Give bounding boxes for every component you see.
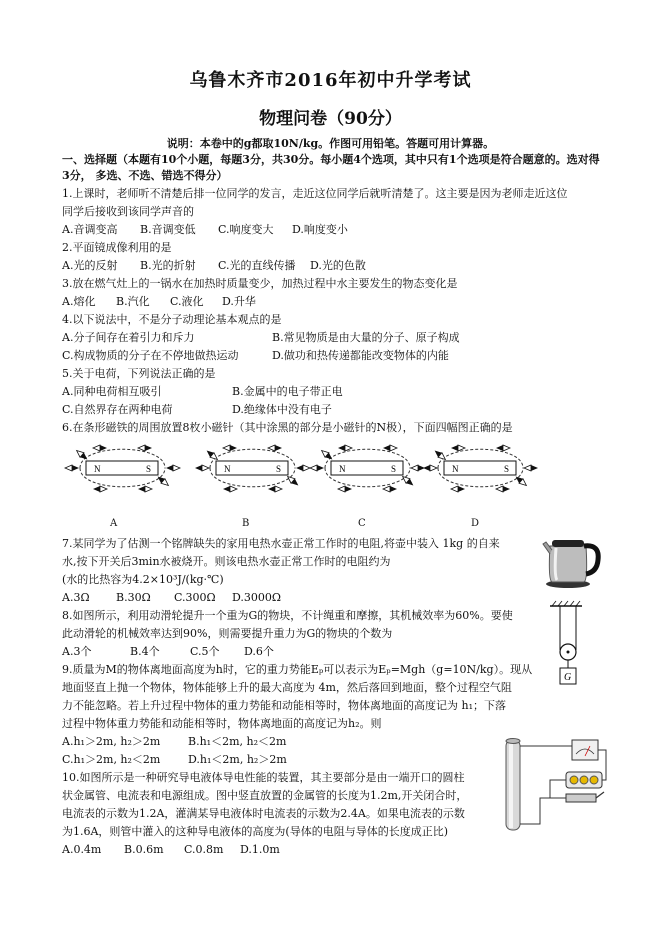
kettle-image: [542, 528, 604, 590]
q9-option-a: A.h₁＞2m, h₂＞2m: [62, 735, 161, 748]
q9-text-cont2: 力不能忽略。若上升过程中物体的重力势能和动能相等时，物体离地面的高度记为 h₁；下落: [62, 699, 506, 712]
q1-text: 1.上课时，老师听不清楚后排一位同学的发言，走近这位同学后就听清楚了。这主要是因为老师走近这位: [62, 187, 568, 200]
magnet-c-s: S: [391, 464, 397, 474]
q6-label-a: A: [110, 518, 118, 529]
q3-option-d: D.升华: [222, 295, 256, 308]
q10-text-cont: 状金属管、电流表和电源组成。图中竖直放置的金属管的长度为1.2m,开关闭合时，: [62, 789, 468, 802]
q8-option-a: A.3个: [62, 645, 92, 658]
magnet-b-s: S: [276, 464, 282, 474]
q7-option-a: A.3Ω: [62, 591, 90, 604]
q5-option-b: B.金属中的电子带正电: [232, 385, 343, 398]
magnet-c-n: N: [339, 464, 346, 474]
q2-option-b: B.光的折射: [140, 259, 196, 272]
q10-option-a: A.0.4m: [62, 843, 102, 856]
q10-option-b: B.0.6m: [124, 843, 164, 856]
q8-option-c: C.5个: [190, 645, 220, 658]
magnet-diagrams-figure: [60, 433, 560, 515]
q7-text-cont2: (水的比热容为4.2×10³J/(kg·℃): [62, 573, 224, 586]
q9-text: 9.质量为M的物体离地面高度为h时，它的重力势能Eₚ可以表示为Eₚ=Mgh（g=10N/kg）。现从: [62, 663, 533, 676]
magnet-diagram-d: [423, 445, 538, 492]
magnet-d-s: S: [504, 464, 510, 474]
q9-text-cont: 地面竖直上抛一个物体，物体能够上升的最大高度为 4m，然后落回到地面，整个过程空气阻: [62, 681, 512, 694]
magnet-diagram-b: [195, 445, 310, 492]
pulley-figure: [550, 600, 586, 690]
q10-text-cont2: 电流表的示数为1.2A，灌满某导电液体时电流表的示数为2.4A。如果电流表的示数: [62, 807, 465, 820]
magnet-diagram-a: [65, 445, 180, 492]
conductive-liquid-apparatus-figure: [500, 734, 610, 834]
q2-option-d: D.光的色散: [310, 259, 366, 272]
q7-text-cont: 水,按下开关后3min水被烧开。则该电热水壶正常工作时的电阻约为: [62, 555, 391, 568]
q6-label-b: B: [242, 518, 250, 529]
q1-option-c: C.响度变大: [218, 223, 274, 236]
q4-text: 4.以下说法中，不是分子动理论基本观点的是: [62, 313, 282, 326]
q9-option-d: D.h₁＜2m, h₂＞2m: [188, 753, 287, 766]
q1-option-b: B.音调变低: [140, 223, 196, 236]
q5-option-a: A.同种电荷相互吸引: [62, 385, 162, 398]
q8-option-b: B.4个: [130, 645, 160, 658]
q10-text: 10.如图所示是一种研究导电液体导电性能的装置，其主要部分是由一端开口的圆柱: [62, 771, 465, 784]
q5-text: 5.关于电荷，下列说法正确的是: [62, 367, 216, 380]
exam-subtitle: 物理问卷（90分）: [259, 109, 402, 129]
q1-option-a: A.音调变高: [62, 223, 118, 236]
q4-option-d: D.做功和热传递都能改变物体的内能: [272, 349, 449, 362]
magnet-a-n: N: [94, 464, 101, 474]
magnet-b-n: N: [224, 464, 231, 474]
q8-text-cont: 此动滑轮的机械效率达到90%，则需要提升重力为G的物块的个数为: [62, 627, 393, 640]
exam-note: 说明：本卷中的g都取10N/kg。作图可用铅笔。答题可用计算器。: [166, 137, 495, 150]
q9-option-c: C.h₁＞2m, h₂＜2m: [62, 753, 161, 766]
q5-option-c: C.自然界存在两种电荷: [62, 403, 173, 416]
q9-option-b: B.h₁＜2m, h₂＜2m: [188, 735, 287, 748]
q3-option-a: A.熔化: [62, 295, 96, 308]
magnet-d-n: N: [452, 464, 459, 474]
q10-option-c: C.0.8m: [184, 843, 224, 856]
q2-text: 2.平面镜成像利用的是: [62, 241, 172, 254]
q7-text: 7.某同学为了估测一个铭牌缺失的家用电热水壶正常工作时的电阻,将壶中装入 1kg 的自来: [62, 537, 500, 550]
q9-text-cont3: 过程中物体重力势能和动能相等时，物体离地面的高度记为h₂。则: [62, 717, 382, 730]
q6-label-c: C: [358, 518, 366, 529]
q1-text-cont: 同学后接收到该同学声音的: [62, 205, 194, 218]
q3-text: 3.放在燃气灶上的一锅水在加热时质量变少，加热过程中水主要发生的物态变化是: [62, 277, 458, 290]
q6-text: 6.在条形磁铁的周围放置8枚小磁针（其中涂黑的部分是小磁针的N极），下面四幅图正确的是: [62, 421, 513, 434]
magnet-diagram-c: [310, 445, 425, 492]
section1-heading: 一、选择题（本题有10个小题，每题3分，共30分。每小题4个选项，其中只有1个选项是符合题意的。选对得3分， 多选、不选、错选不得分）: [62, 153, 600, 182]
magnet-a-s: S: [146, 464, 152, 474]
q7-option-b: B.30Ω: [116, 591, 151, 604]
q4-option-b: B.常见物质是由大量的分子、原子构成: [272, 331, 460, 344]
q4-option-c: C.构成物质的分子在不停地做热运动: [62, 349, 239, 362]
q3-option-c: C.液化: [170, 295, 204, 308]
exam-title: 乌鲁木齐市2016年初中升学考试: [189, 70, 472, 91]
q6-label-d: D: [471, 518, 480, 529]
q8-text: 8.如图所示，利用动滑轮提升一个重为G的物块，不计绳重和摩擦，其机械效率为60%。要使: [62, 609, 513, 622]
q10-option-d: D.1.0m: [240, 843, 280, 856]
q4-option-a: A.分子间存在着引力和斥力: [62, 331, 195, 344]
q3-option-b: B.汽化: [116, 295, 150, 308]
q2-option-a: A.光的反射: [62, 259, 118, 272]
q2-option-c: C.光的直线传播: [218, 259, 296, 272]
q8-option-d: D.6个: [244, 645, 274, 658]
q1-option-d: D.响度变小: [292, 223, 348, 236]
q7-option-c: C.300Ω: [174, 591, 216, 604]
q10-text-cont3: 为1.6A，则管中灌入的这种导电液体的高度为(导体的电阻与导体的长度成正比): [62, 825, 449, 838]
q7-option-d: D.3000Ω: [232, 591, 282, 604]
q5-option-d: D.绝缘体中没有电子: [232, 403, 332, 416]
block-g-label: G: [564, 672, 572, 683]
